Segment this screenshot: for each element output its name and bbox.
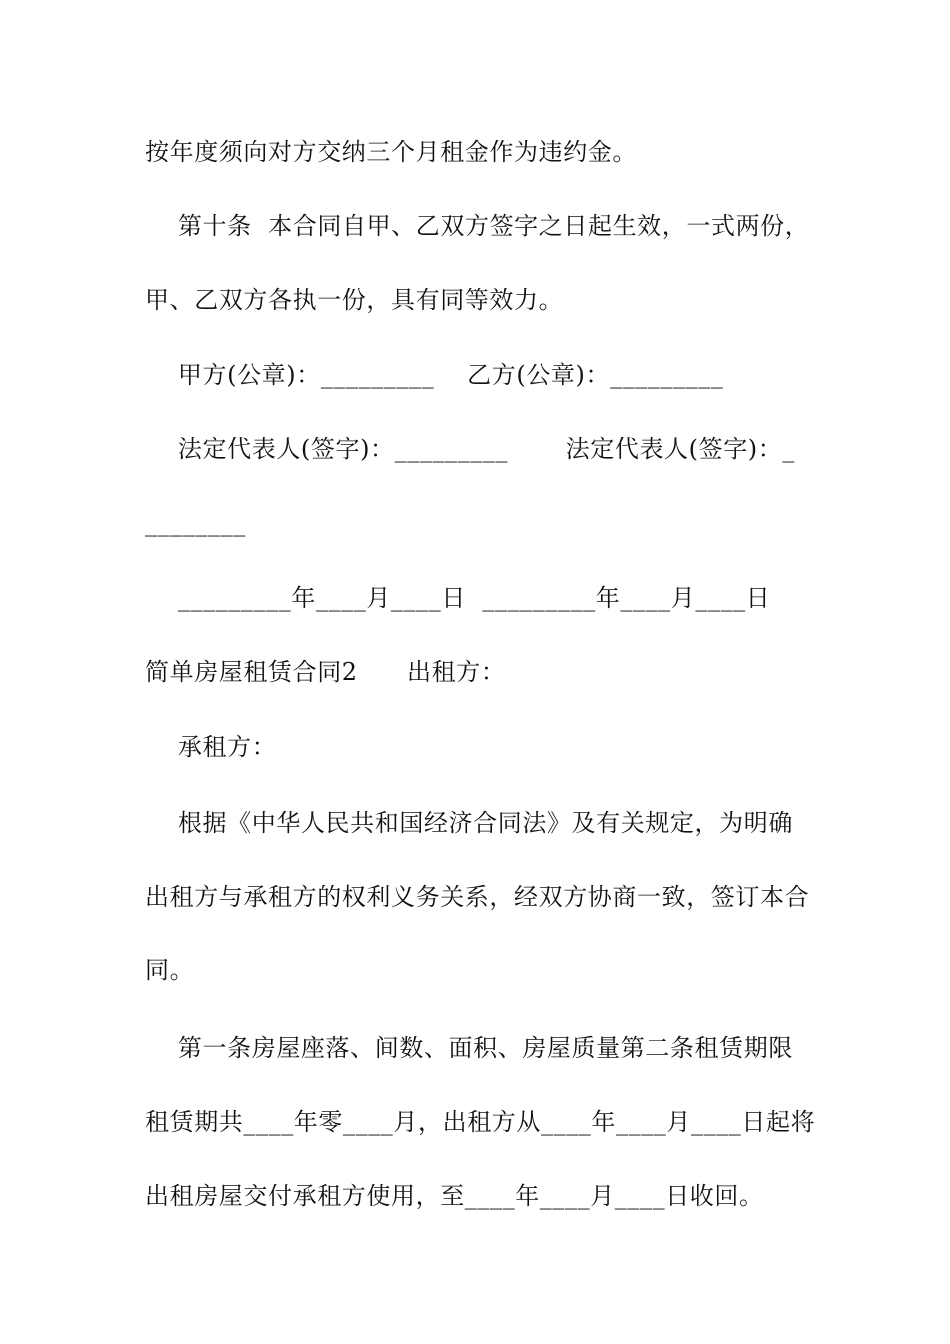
signature-line: 法定代表人(签字)：_________ 法定代表人(签字)：_	[145, 435, 795, 463]
text-line: 第十条 本合同自甲、乙双方签字之日起生效，一式两份，	[145, 212, 810, 240]
text-line: 出租房屋交付承租方使用，至____年____月____日收回。	[145, 1182, 764, 1210]
text-line: 按年度须向对方交纳三个月租金作为违约金。	[145, 138, 637, 166]
text-line: 承租方：	[145, 733, 277, 761]
text-line: 根据《中华人民共和国经济合同法》及有关规定，为明确	[145, 809, 793, 837]
text-line: 第一条房屋座落、间数、面积、房屋质量第二条租赁期限	[145, 1034, 793, 1062]
text-line: 甲、乙双方各执一份，具有同等效力。	[145, 286, 564, 314]
section-title: 简单房屋租赁合同2 出租方：	[145, 658, 506, 686]
text-line: 出租方与承租方的权利义务关系，经双方协商一致，签订本合	[145, 883, 810, 911]
signature-line: ________	[145, 509, 246, 537]
date-line: _________年____月____日 _________年____月____日	[145, 584, 771, 612]
text-line: 同。	[145, 956, 195, 984]
signature-line: 甲方(公章)：_________ 乙方(公章)：_________	[145, 361, 724, 389]
text-line: 租赁期共____年零____月，出租方从____年____月____日起将	[145, 1108, 816, 1136]
